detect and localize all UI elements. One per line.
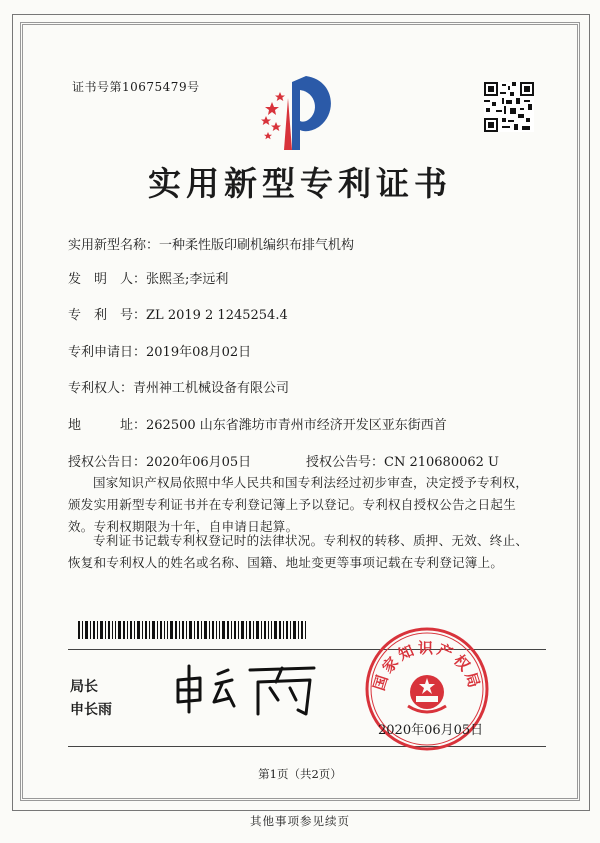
patent-number-row [68,304,288,323]
filing-date-value: 2019年08月02日 [146,345,252,360]
address-label: 地 址： [68,418,147,433]
grant-number-label: 授权公告号： [306,455,385,470]
grant-date-value: 2020年06月05日 [146,455,252,470]
seal-date: 2020年06月05日 [378,723,484,738]
patentee-row [68,377,289,396]
patent-number-label: 专 利 号： [68,308,147,323]
handwritten-signature [172,660,322,720]
filing-date-row [68,341,251,360]
inventor-row [68,268,228,287]
inventor-value: 张熙圣;李远利 [146,272,229,287]
address-value: 262500 山东省潍坊市青州市经济开发区亚东街西首 [146,418,447,433]
filing-date-label: 专利申请日： [68,345,147,360]
grant-number-row [306,451,499,470]
utility-model-name-label: 实用新型名称： [68,238,160,253]
patentee-value: 青州神工机械设备有限公司 [133,381,290,396]
utility-model-name-value: 一种柔性版印刷机编织布排气机构 [159,238,355,253]
patent-number-value: ZL 2019 2 1245254.4 [146,308,288,323]
utility-model-name-row [68,234,354,253]
page-title: 实用新型专利证书 [148,164,452,203]
patent-office-logo-icon [258,72,340,154]
barcode-icon [78,621,306,639]
patentee-label: 专利权人： [68,381,134,396]
svg-text:国家知识产权局: 国家知识产权局 [369,639,485,693]
grant-date-row [68,451,251,470]
certificate-number: 证书号第10675479号 [72,80,200,94]
director-title: 局长 [70,679,98,695]
certificate-paragraph-2: 专利证书记载专利权登记时的法律状况。专利权的转移、质押、无效、终止、恢复和专利权人的姓名或名称、国籍、地址变更等事项记载在专利登记簿上。 [68,533,529,570]
qr-code-icon [484,82,534,132]
address-row [68,414,447,433]
director-name: 申长雨 [70,702,112,718]
grant-number-value: CN 210680062 U [384,455,499,470]
page-number: 第1页（共2页） [258,767,342,781]
certificate-paragraph-1: 国家知识产权局依照中华人民共和国专利法经过初步审查，决定授予专利权，颁发实用新型专利证书并在专利登记簿上予以登记。专利权自授权公告之日起生效。专利权期限为十年，自申请日起算。 [68,475,529,534]
grant-date-label: 授权公告日： [68,455,147,470]
footnote: 其他事项参见续页 [250,814,350,828]
inventor-label: 发 明 人： [68,272,147,287]
